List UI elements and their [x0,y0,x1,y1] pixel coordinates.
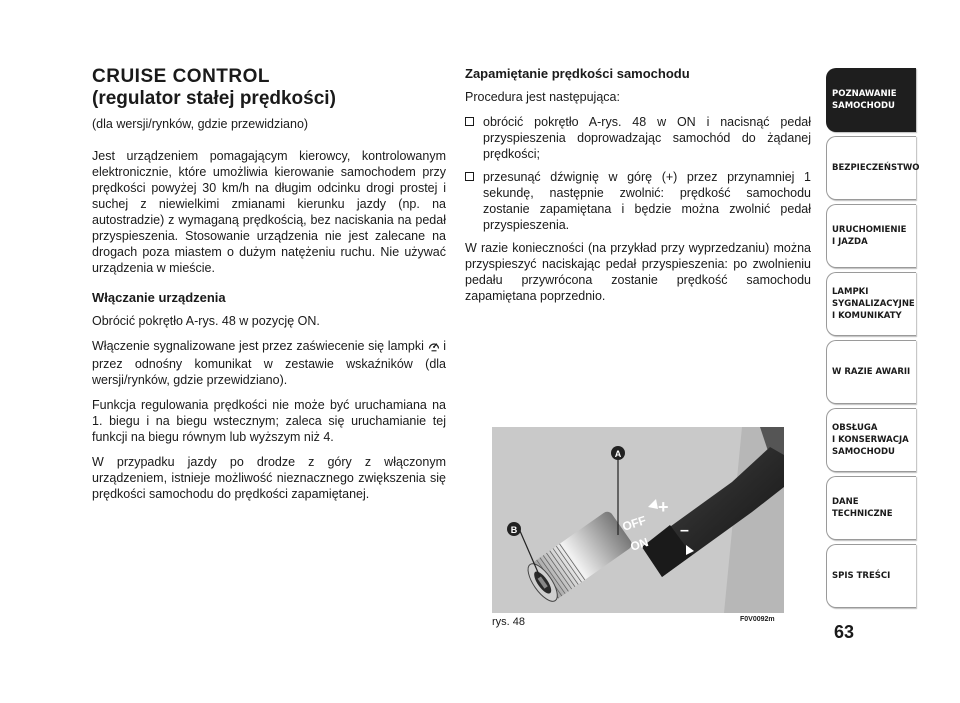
on-label: ON [628,534,651,554]
tab-label: OBSŁUGA I KONSERWACJA SAMOCHODU [832,423,909,457]
indicator-text-a: Włączenie sygnalizowane jest przez zaświecenie się lampki [92,339,428,353]
list-item: przesunąć dźwignię w górę (+) przez przynamniej 1 sekundę, następnie zwolnić: prędkość samochodu zostanie zapamiętana i będzie można zwolnić pedał przyspieszenia. [465,169,811,233]
minus-label: – [680,522,689,539]
procedure-steps [465,114,811,233]
off-label: OFF [620,513,648,534]
tab-spis-tresci[interactable] [826,544,916,608]
tab-label: BEZPIECZEŃSTWO [832,163,920,173]
memorize-heading: Zapamiętanie prędkości samochodu [465,66,690,81]
tab-label: LAMPKI SYGNALIZACYJNE I KOMUNIKATY [832,287,915,321]
activation-step: Obrócić pokrętło A-rys. 48 w pozycję ON. [92,314,320,328]
tab-label: URUCHOMIENIE I JAZDA [832,225,907,247]
page-number: 63 [833,622,855,642]
plus-label: + [658,497,669,517]
tab-uruchomienie-i-jazda[interactable] [826,204,916,268]
figure-caption: rys. 48 [492,616,526,628]
tab-label: DANE TECHNICZNE [832,497,893,519]
section-title: CRUISE CONTROL [92,66,270,87]
tab-bezpieczenstwo[interactable] [826,136,920,200]
tab-lampki-sygnalizacyjne[interactable] [826,272,916,336]
tab-w-razie-awarii[interactable] [826,340,916,404]
availability-note: (dla wersji/rynków, gdzie przewidziano) [92,117,309,131]
intro-paragraph: Jest urządzeniem pomagającym kierowcy, kontrolowanym elektronicznie, które umożliwia kierowanie samochodem przy prędkości powyżej 30 km/h na długim odcinku drogi prostej i suchej z niewielkimi zmianami kierunku jazdy (np. na autostradzie) z wymaganą prędkością, bez naciskania na pedał przyspieszenia. Stosowanie urządzenia nie jest zalecane na drogach poza miastem o dużym natężeniu ruchu. Nie używać urządzenia w mieście. [92,149,446,275]
list-item: obrócić pokrętło A-rys. 48 w ON i nacisnąć pedał przyspieszenia doprowadzając samochód do żądanej prędkości; [465,114,811,162]
activation-heading: Włączanie urządzenia [92,290,226,305]
tab-label: W RAZIE AWARII [832,367,911,377]
checkbox-bullet-icon [465,172,474,181]
tab-label: POZNAWANIE SAMOCHODU [832,89,897,111]
chapter-tabs [826,68,920,612]
checkbox-bullet-icon [465,117,474,126]
gear-restriction-paragraph: Funkcja regulowania prędkości nie może być uruchamiana na 1. biegu i na biegu wstecznym; zaleca się uruchamianie tej funkcji na biegu równym lub wyższym niż 4. [92,398,446,444]
indicator-text-b: i przez odnośny komunikat w zestawie wskaźników (dla wersji/rynków, gdzie przewidziano). [92,339,446,387]
figure-code: F0V0092m [740,616,775,623]
tab-dane-techniczne[interactable] [826,476,916,540]
section-subtitle: (regulator stałej prędkości) [92,88,336,109]
tab-obsluga-i-konserwacja[interactable] [826,408,916,472]
arrow-up-icon [648,499,658,509]
tab-poznawanie-samochodu[interactable] [826,68,916,132]
cruise-control-icon [428,340,440,356]
lever-illustration [492,427,784,613]
callout-a-label: A [614,449,622,459]
tab-label: SPIS TREŚCI [832,571,891,581]
right-column [465,66,811,313]
indicator-paragraph [92,338,446,388]
downhill-paragraph: W przypadku jazdy po drodze z góry z włączonym urządzeniem, istnieje możliwość nieznacznego zwiększenia się prędkości samochodu do prędkości zapamiętanej. [92,455,446,501]
callout-b-label: B [510,525,518,535]
left-column [92,66,446,511]
procedure-intro: Procedura jest następująca: [465,90,620,104]
overtake-paragraph: W razie konieczności (na przykład przy wyprzedzaniu) można przyspieszyć naciskając pedał przyspieszenia: po zwolnieniu pedału przywrócona zostanie prędkość samochodu zapamiętana poprzednio. [465,241,811,303]
cruise-control-lever-figure [492,427,784,613]
